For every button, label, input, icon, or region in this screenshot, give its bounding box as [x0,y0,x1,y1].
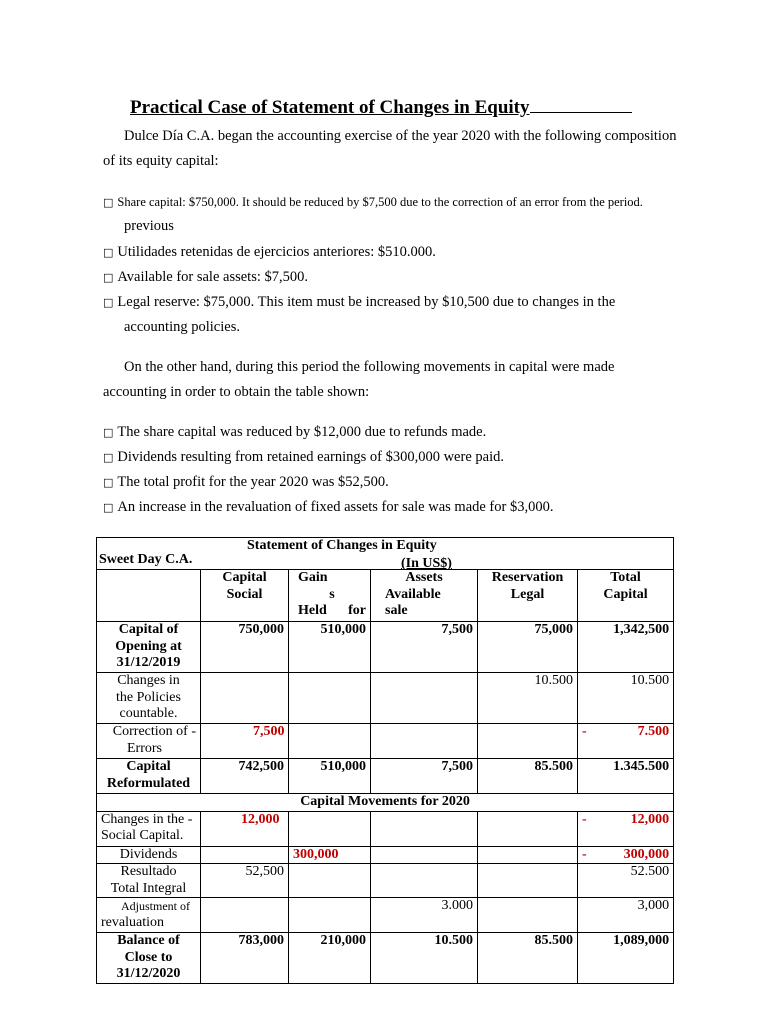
composition-item-4-cont: accounting policies. [124,319,240,335]
cell-reserve: 85.500 [478,933,578,984]
cell-assets: 3.000 [371,898,478,933]
intro-line-1: Dulce Día C.A. began the accounting exercise of the year 2020 with the following composition [124,128,677,144]
row-label [97,759,201,794]
cell-total-value: 300,000 [623,846,670,862]
row-label [97,933,201,984]
cell-total: 52.500 [578,864,674,898]
header-capital-social [201,570,289,622]
composition-item-4-text: Legal reserve: $75,000. This item must be increased by $10,500 due to changes in the [117,294,616,310]
composition-item-4 [103,294,667,311]
row-label [97,622,201,673]
cell-assets: 10.500 [371,933,478,984]
row-label-text: the Policies [116,689,181,705]
row-label-text: Balance of [117,933,180,948]
header-text: Capital [603,586,648,602]
cell-gains: 510,000 [289,759,371,794]
cell-reserve: 75,000 [478,622,578,673]
header-assets [371,570,478,622]
header-text: Available [385,586,441,602]
movement-item [103,449,504,466]
table-row-reformulated [97,759,674,794]
cell-gains: 510,000 [289,622,371,673]
movement-item-text: Dividends resulting from retained earnings of $300,000 were paid. [117,449,504,465]
checkbox-glyph-icon: □ [103,196,114,209]
cell-assets [371,724,478,759]
composition-item-1-text: Share capital: $750,000. It should be reduced by $7,500 due to the correction of an error from the period. [117,195,643,209]
cell-assets [371,673,478,724]
cell-reserve [478,811,578,846]
header-total [578,570,674,622]
row-label-text: Changes in [117,673,180,688]
row-label-text: Total Integral [110,880,187,896]
checkbox-glyph-icon: □ [103,501,114,514]
header-text: s [329,586,335,602]
header-text [298,603,366,620]
cell-capital: 12,000 [201,811,289,846]
cell-reserve [478,846,578,864]
table-row-policies [97,673,674,724]
composition-item-2-text: Utilidades retenidas de ejercicios anteriores: $510.000. [117,244,436,260]
row-label [97,864,201,898]
cell-gains [289,811,371,846]
intro-line-2: of its equity capital: [103,153,219,169]
table-row-dividends [97,846,674,864]
table-heading: Statement of Changes in Equity [247,538,437,553]
row-label-text: Close to [124,949,173,965]
movement-item [103,424,486,441]
header-text: Social [226,586,263,602]
header-empty [97,570,201,622]
table-section-row [97,794,674,812]
row-label [97,811,201,846]
cell-capital: 52,500 [201,864,289,898]
row-label-text: countable. [119,706,178,721]
cell-total [578,846,674,864]
cell-capital: 742,500 [201,759,289,794]
cell-total: 1,342,500 [578,622,674,673]
row-label-text: Reformulated [106,775,191,791]
header-text: Assets [405,570,443,585]
cell-assets: 7,500 [371,622,478,673]
checkbox-glyph-icon: □ [103,451,114,464]
checkbox-glyph-icon: □ [103,271,114,284]
movements-intro-line-2: accounting in order to obtain the table shown: [103,384,370,400]
header-gains [289,570,371,622]
header-text: Reservation [491,570,564,585]
movement-item-text: The share capital was reduced by $12,000 due to refunds made. [117,424,487,440]
movements-intro-line-1: On the other hand, during this period the following movements in capital were made [124,359,615,375]
company-name: Sweet Day C.A. [99,552,193,567]
cell-assets [371,811,478,846]
cell-total [578,724,674,759]
composition-item-3 [103,269,308,286]
cell-reserve [478,724,578,759]
cell-gains [289,724,371,759]
cell-capital: 750,000 [201,622,289,673]
title-text: Practical Case of Statement of Changes in Equity [130,97,530,118]
composition-item-3-text: Available for sale assets: $7,500. [117,269,309,285]
section-heading: Capital Movements for 2020 [97,794,674,812]
header-word: for [348,603,366,618]
minus-sign: - [582,811,587,827]
checkbox-glyph-icon: □ [103,426,114,439]
table-row-social [97,811,674,846]
cell-gains: 210,000 [289,933,371,984]
cell-assets: 7,500 [371,759,478,794]
header-reserve [478,570,578,622]
cell-reserve: 85.500 [478,759,578,794]
checkbox-glyph-icon: □ [103,296,114,309]
cell-reserve: 10.500 [478,673,578,724]
cell-gains: 300,000 [289,846,371,864]
movement-item-text: An increase in the revaluation of fixed assets for sale was made for $3,000. [117,499,554,515]
table-row-result [97,864,674,898]
row-label-text: 31/12/2019 [116,655,181,670]
cell-total: 1,089,000 [578,933,674,984]
checkbox-glyph-icon: □ [103,246,114,259]
row-label-text: Correction of - [112,724,196,739]
movement-item [103,499,553,516]
cell-capital [201,898,289,933]
cell-reserve [478,864,578,898]
table-row-errors [97,724,674,759]
row-label [97,673,201,724]
header-text: Capital [222,570,267,585]
page-title [130,95,632,119]
row-label-text: Resultado [120,864,177,879]
table-row-revaluation [97,898,674,933]
cell-assets [371,846,478,864]
title-underline [530,95,632,113]
minus-sign: - [582,724,587,739]
cell-reserve [478,898,578,933]
cell-total: 3,000 [578,898,674,933]
cell-total: 10.500 [578,673,674,724]
row-label-text: Adjustment of [121,899,190,913]
cell-total-value: 12,000 [630,811,670,827]
cell-capital [201,673,289,724]
header-text: sale [385,603,408,618]
row-label: Dividends [97,846,201,864]
movement-item-text: The total profit for the year 2020 was $52,500. [117,474,389,490]
cell-capital: 783,000 [201,933,289,984]
checkbox-glyph-icon: □ [103,476,114,489]
header-text: Legal [510,586,545,602]
cell-total: 1.345.500 [578,759,674,794]
cell-gains [289,673,371,724]
row-label-text: Errors [127,740,162,756]
table-title-row [97,538,674,570]
header-text: Total [610,570,641,585]
cell-capital: 7,500 [201,724,289,759]
row-label-text: Opening at [115,638,182,654]
row-label-text: Social Capital. [101,828,184,843]
cell-total-value: 7.500 [637,724,670,739]
composition-item-1-cont: previous [124,218,174,234]
row-label [97,898,201,933]
table-header-row [97,570,674,622]
cell-gains [289,864,371,898]
composition-item-1 [103,195,643,210]
equity-statement-table [96,537,674,984]
row-label-text: 31/12/2020 [116,966,181,981]
table-row-opening [97,622,674,673]
cell-total [578,811,674,846]
cell-capital [201,846,289,864]
row-label-text: revaluation [101,914,164,930]
cell-gains [289,898,371,933]
movement-item [103,474,389,491]
row-label-text: Capital [126,759,171,774]
table-title-cell [97,538,674,570]
composition-item-2 [103,244,436,261]
row-label-text: Capital of [118,622,179,637]
table-row-closing [97,933,674,984]
row-label-text: Changes in the - [101,811,193,827]
header-word: Held [298,603,327,618]
cell-assets [371,864,478,898]
row-label [97,724,201,759]
table-unit: (In US$) [401,556,452,571]
minus-sign: - [582,846,587,862]
header-text: Gain [298,570,328,585]
